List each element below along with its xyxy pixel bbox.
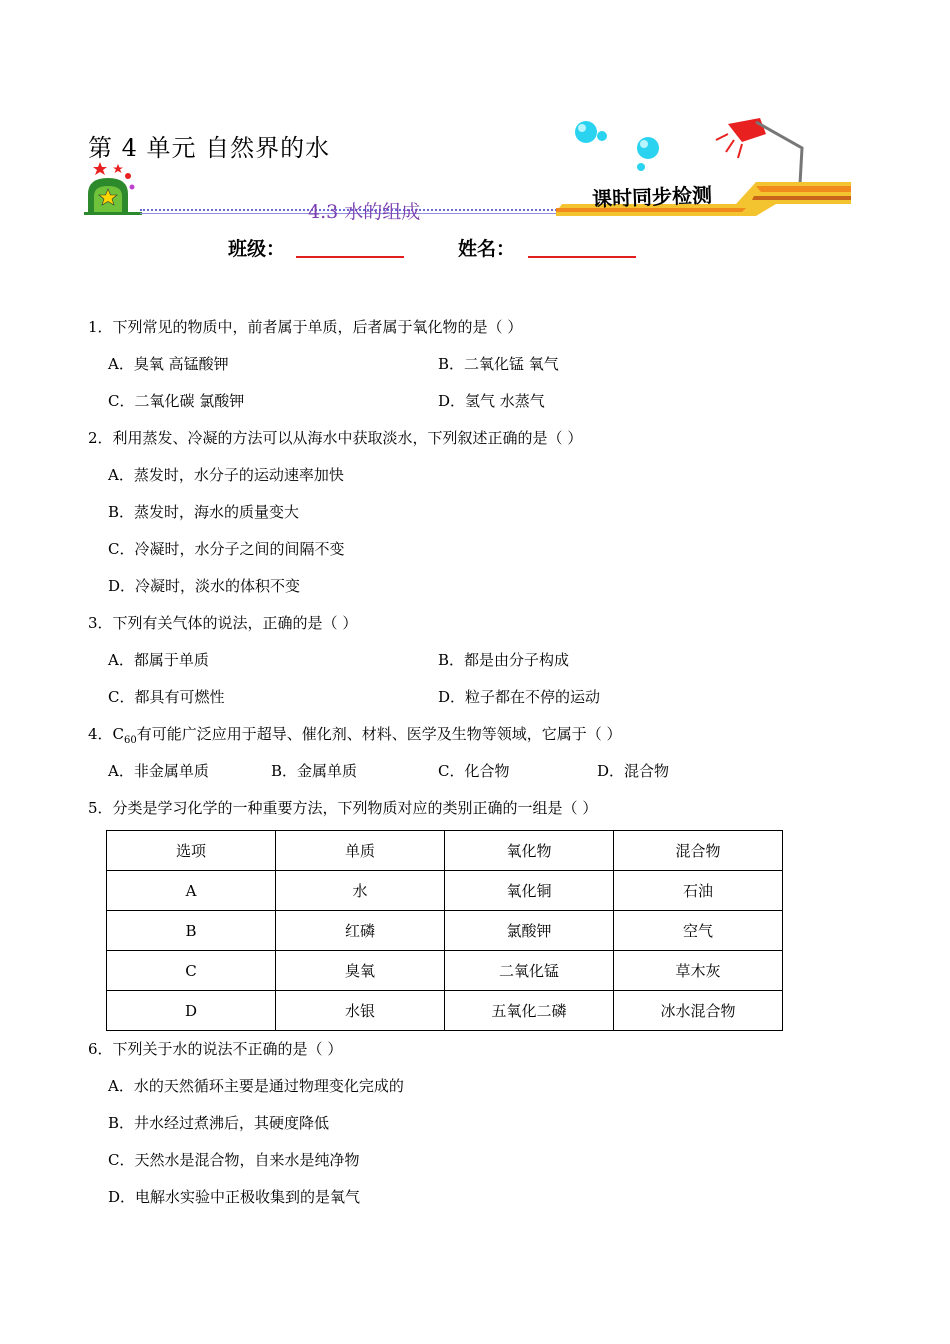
table-cell: 二氧化锰: [445, 951, 614, 991]
table-header-row: [107, 831, 783, 871]
question-4-stem: [88, 724, 622, 751]
question-3-option-d[interactable]: D．粒子都在不停的运动: [438, 688, 601, 706]
question-3-option-c[interactable]: C．都具有可燃性: [108, 688, 225, 706]
table-row[interactable]: [107, 911, 783, 951]
question-2-option-a[interactable]: A．蒸发时，水分子的运动速率加快: [108, 466, 344, 484]
table-row[interactable]: [107, 871, 783, 911]
question-6-option-d[interactable]: D．电解水实验中正极收集到的是氧气: [108, 1188, 361, 1206]
question-1-option-b[interactable]: B．二氧化锰 氧气: [438, 355, 559, 373]
question-5-table: [106, 830, 783, 1031]
question-4-stem-prefix: 4．C: [88, 725, 125, 743]
question-1-option-c[interactable]: C．二氧化碳 氯酸钾: [108, 392, 245, 410]
table-cell: 臭氧: [276, 951, 445, 991]
question-3-option-a[interactable]: A．都属于单质: [108, 651, 209, 669]
table-cell: 氧化铜: [445, 871, 614, 911]
question-1-stem: 1．下列常见的物质中，前者属于单质，后者属于氧化物的是（ ）: [88, 318, 523, 336]
question-3-option-b[interactable]: B．都是由分子构成: [438, 651, 570, 669]
table-header-cell: 氧化物: [445, 831, 614, 871]
table-cell-option: B: [107, 911, 276, 951]
bubble-icon: [575, 121, 659, 171]
question-4-stem-suffix: 有可能广泛应用于超导、催化剂、材料、医学及生物等领域，它属于（ ）: [136, 725, 622, 743]
question-4-option-d[interactable]: D．混合物: [597, 762, 670, 780]
question-6-option-b[interactable]: B．井水经过煮沸后，其硬度降低: [108, 1114, 330, 1132]
table-cell: 水: [276, 871, 445, 911]
question-2-option-c[interactable]: C．冷凝时，水分子之间的间隔不变: [108, 540, 345, 558]
name-field[interactable]: [528, 256, 636, 258]
table-cell: 五氧化二磷: [445, 991, 614, 1031]
table-cell: 水银: [276, 991, 445, 1031]
table-cell-option: C: [107, 951, 276, 991]
question-2-stem: 2．利用蒸发、冷凝的方法可以从海水中获取淡水，下列叙述正确的是（ ）: [88, 429, 583, 447]
question-3-stem: 3．下列有关气体的说法，正确的是（ ）: [88, 614, 358, 632]
table-cell: 红磷: [276, 911, 445, 951]
class-field[interactable]: [296, 256, 404, 258]
table-row[interactable]: [107, 991, 783, 1031]
section-title: [308, 197, 420, 224]
table-cell: 氯酸钾: [445, 911, 614, 951]
question-4-option-b[interactable]: B．金属单质: [271, 762, 358, 780]
section-title-text: 4.3 水的组成: [308, 201, 421, 223]
table-cell: 冰水混合物: [614, 991, 783, 1031]
table-header-cell: 混合物: [614, 831, 783, 871]
question-4-option-a[interactable]: A．非金属单质: [108, 762, 209, 780]
class-label: 班级：: [228, 238, 286, 260]
question-6-stem: 6．下列关于水的说法不正确的是（ ）: [88, 1040, 343, 1058]
badge-text: 课时同步检测: [591, 182, 713, 212]
question-6-option-a[interactable]: A．水的天然循环主要是通过物理变化完成的: [108, 1077, 404, 1095]
table-cell-option: A: [107, 871, 276, 911]
table-header-cell: 选项: [107, 831, 276, 871]
desk-lamp-icon: [716, 118, 802, 184]
question-6-option-c[interactable]: C．天然水是混合物，自来水是纯净物: [108, 1151, 360, 1169]
table-header-cell: 单质: [276, 831, 445, 871]
table-row[interactable]: [107, 951, 783, 991]
table-cell: 空气: [614, 911, 783, 951]
table-cell: 草木灰: [614, 951, 783, 991]
question-4-subscript: 60: [124, 735, 137, 746]
table-cell-option: D: [107, 991, 276, 1031]
question-5-stem: 5．分类是学习化学的一种重要方法，下列物质对应的类别正确的一组是（ ）: [88, 799, 598, 817]
question-4-option-c[interactable]: C．化合物: [438, 762, 510, 780]
question-2-option-b[interactable]: B．蒸发时，海水的质量变大: [108, 503, 300, 521]
question-1-option-a[interactable]: A．臭氧 高锰酸钾: [108, 355, 229, 373]
question-1-option-d[interactable]: D．氢气 水蒸气: [438, 392, 545, 410]
star-badge-logo-icon: [84, 158, 144, 218]
unit-title: 第 4 单元 自然界的水: [88, 134, 331, 162]
name-label: 姓名：: [458, 238, 516, 260]
table-cell: 石油: [614, 871, 783, 911]
question-2-option-d[interactable]: D．冷凝时，淡水的体积不变: [108, 577, 301, 595]
